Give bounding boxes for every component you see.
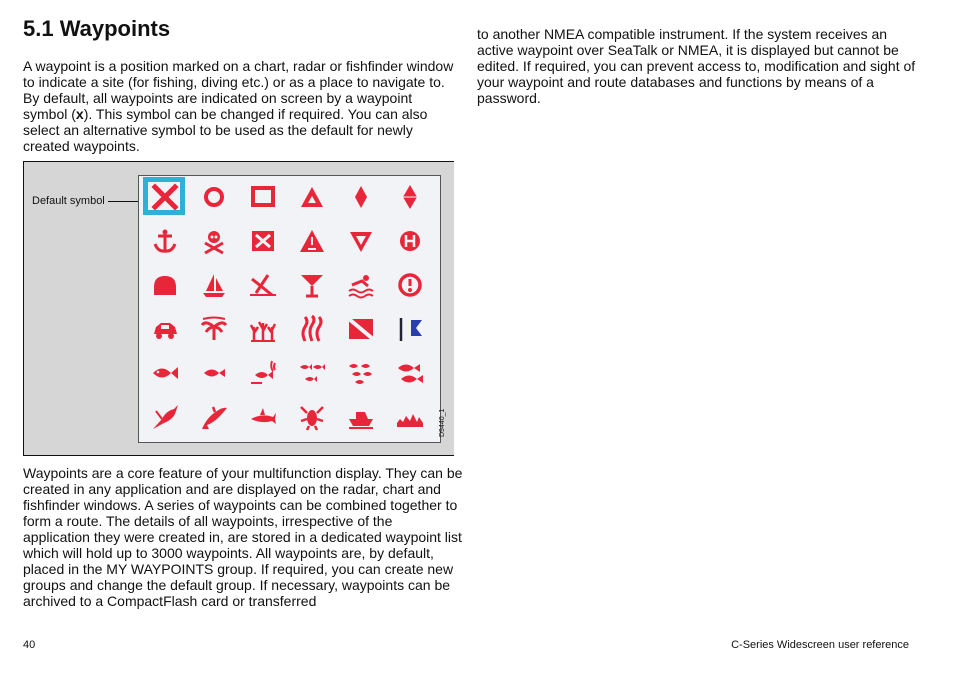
dolphin-icon <box>194 399 234 435</box>
fish-weed-icon <box>243 355 283 391</box>
figure-reference: D9440_1 <box>439 408 446 437</box>
column-two-paragraph: to another NMEA compatible instrument. If the system receives an active waypoint over SeaTalk or NMEA, it is displayed but cannot be edited. If required, you can prevent access to, modification and sight of your waypoint and route databases and functions by means of a password. <box>477 26 916 106</box>
fish-group-icon <box>341 355 381 391</box>
fish-school-icon <box>292 355 332 391</box>
page-number: 40 <box>23 639 36 651</box>
default-symbol-label: Default symbol <box>32 195 105 207</box>
diamond-icon <box>341 179 381 215</box>
intro-text-b: ). This symbol can be changed if required. You can also select an alternative symbol to be used as the default for newly created waypoints. <box>23 106 428 154</box>
circle-h-icon <box>390 223 430 259</box>
wreck-icon <box>243 267 283 303</box>
alpha-flag-icon <box>390 311 430 347</box>
alert-circle-icon <box>390 267 430 303</box>
wreck-box-icon <box>243 223 283 259</box>
warning-triangle-icon <box>292 223 332 259</box>
symbol-grid <box>138 175 441 443</box>
swimmer-icon <box>341 267 381 303</box>
intro-paragraph <box>23 58 455 154</box>
circle-icon <box>194 179 234 215</box>
inverted-triangle-icon <box>341 223 381 259</box>
dive-flag-icon <box>341 311 381 347</box>
lobster-icon <box>292 399 332 435</box>
waypoint-symbols-figure <box>23 161 454 456</box>
dome-icon <box>145 267 185 303</box>
skull-crossbones-icon <box>194 223 234 259</box>
intro-bold-x: x <box>75 106 84 122</box>
boat-icon <box>341 399 381 435</box>
body-paragraph: Waypoints are a core feature of your multifunction display. They can be created in any application and are displayed on the radar, chart and fishfinder windows. A series of waypoints can be combined together to form a route. The details of all waypoints, irrespective of the application they were created in, are stored in a dedicated waypoint list which will hold up to 3000 waypoints. All waypoints are, by default, placed in the MY WAYPOINTS group. If required, you can create new groups and change the default group. If necessary, waypoints can be archived to a CompactFlash card or transferred <box>23 465 463 609</box>
intro-text-a: A waypoint is a position marked on a chart, radar or fishfinder window to indicate a site (for fishing, diving etc.) or as a place to navigate to. By default, all waypoints are indicated on screen by a waypoint symbol ( <box>23 58 454 122</box>
marlin-icon <box>145 399 185 435</box>
default-symbol-highlight <box>143 177 185 215</box>
palm-tree-icon <box>194 311 234 347</box>
two-fish-icon <box>390 355 430 391</box>
document-title: C-Series Widescreen user reference <box>731 639 909 651</box>
reef-icon <box>390 399 430 435</box>
small-fish-icon <box>194 355 234 391</box>
car-icon <box>145 311 185 347</box>
seaweed-icon <box>292 311 332 347</box>
rotated-diamond-icon <box>390 179 430 215</box>
coral-icon <box>243 311 283 347</box>
square-icon <box>243 179 283 215</box>
cocktail-icon <box>292 267 332 303</box>
sailboat-icon <box>194 267 234 303</box>
triangle-icon <box>292 179 332 215</box>
fish-icon <box>145 355 185 391</box>
anchor-icon <box>145 223 185 259</box>
shark-icon <box>243 399 283 435</box>
section-heading: 5.1 Waypoints <box>23 16 171 41</box>
